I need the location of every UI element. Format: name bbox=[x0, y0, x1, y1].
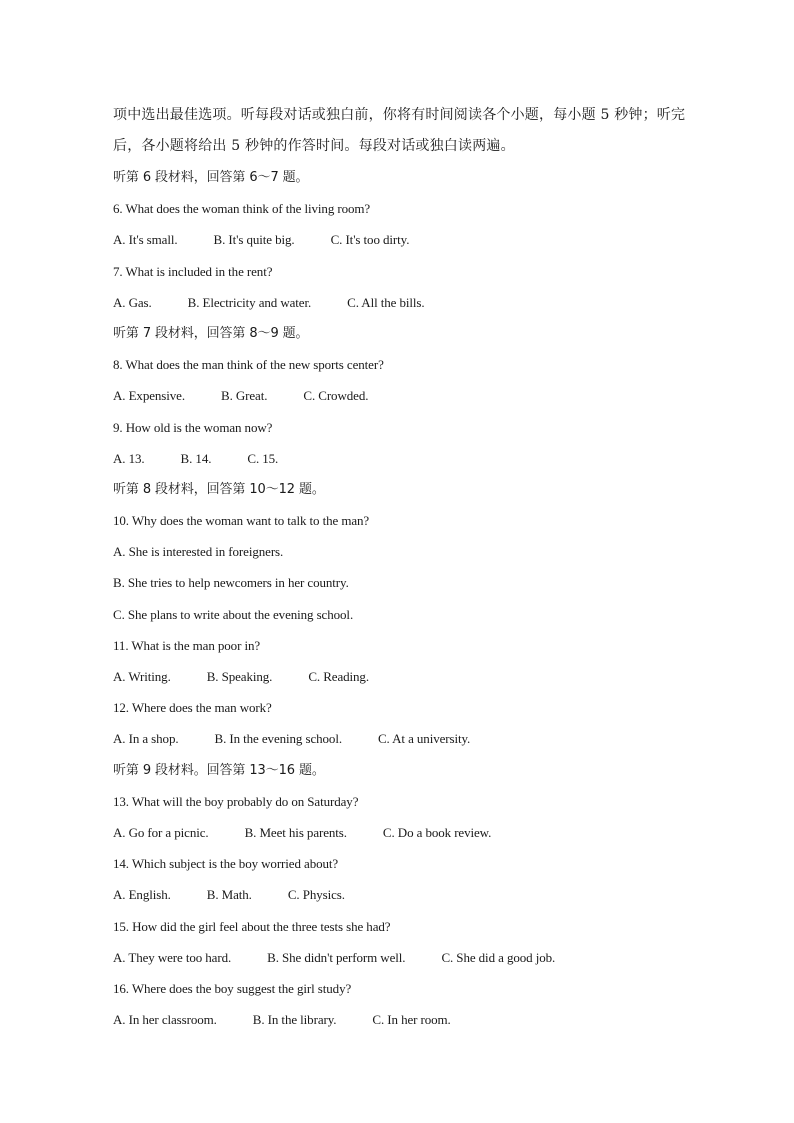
question-block bbox=[113, 505, 688, 630]
question-stem: 15. How did the girl feel about the three tests she had? bbox=[113, 918, 391, 934]
question-stem: 9. How old is the woman now? bbox=[113, 419, 273, 435]
answer-option: A. Writing. bbox=[113, 669, 171, 684]
question-stem: 8. What does the man think of the new sports center? bbox=[113, 357, 384, 373]
answer-option: B. Speaking. bbox=[206, 669, 273, 684]
answer-option: B. In the evening school. bbox=[214, 731, 342, 747]
question-block bbox=[113, 973, 688, 1035]
question-block bbox=[113, 412, 688, 474]
answer-option: B. Electricity and water. bbox=[187, 294, 312, 310]
question-block bbox=[113, 349, 688, 411]
section-heading: 听第 9 段材料。回答第 13～16 题。 bbox=[113, 762, 325, 778]
listening-section bbox=[113, 474, 688, 755]
question-stem: 7. What is included in the rent? bbox=[113, 263, 273, 279]
answer-options-row bbox=[113, 287, 688, 318]
question-block bbox=[113, 193, 688, 255]
listening-section bbox=[113, 755, 688, 1036]
answer-options-row bbox=[113, 817, 688, 848]
answer-option: C. 15. bbox=[247, 450, 279, 466]
answer-option: A. In a shop. bbox=[113, 731, 179, 747]
answer-option: A. It's small. bbox=[113, 232, 178, 248]
section-heading: 听第 6 段材料，回答第 6～7 题。 bbox=[113, 170, 309, 185]
listening-sections bbox=[113, 162, 688, 1035]
answer-option: B. In the library. bbox=[252, 1012, 337, 1028]
question-stem: 10. Why does the woman want to talk to the man? bbox=[113, 513, 370, 529]
answer-options-row bbox=[113, 224, 688, 255]
question-stem: 12. Where does the man work? bbox=[113, 700, 272, 716]
question-stem: 14. Which subject is the boy worried about? bbox=[113, 856, 339, 872]
answer-option: A. In her classroom. bbox=[113, 1012, 217, 1028]
answer-option: C. Reading. bbox=[308, 669, 369, 684]
answer-option: A. Gas. bbox=[113, 294, 152, 310]
page-content bbox=[113, 100, 688, 1035]
answer-option: C. At a university. bbox=[377, 731, 471, 747]
question-block bbox=[113, 256, 688, 318]
answer-option: B. 14. bbox=[180, 450, 212, 466]
question-stem: 16. Where does the boy suggest the girl study? bbox=[113, 980, 352, 996]
section-heading: 听第 7 段材料，回答第 8～9 题。 bbox=[113, 325, 309, 341]
instructions bbox=[113, 100, 688, 162]
listening-section bbox=[113, 162, 688, 318]
question-block bbox=[113, 848, 688, 910]
answer-option: A. Expensive. bbox=[113, 388, 185, 404]
answer-option: B. Meet his parents. bbox=[244, 824, 347, 840]
answer-options-row bbox=[113, 879, 688, 910]
answer-option: B. She tries to help newcomers in her country. bbox=[113, 575, 349, 591]
answer-option: A. Go for a picnic. bbox=[113, 824, 209, 840]
question-block bbox=[113, 911, 688, 973]
instructions-line: 项中选出最佳选项。听每段对话或独白前，你将有时间阅读各个小题，每小题 5 秒钟；听完 bbox=[113, 107, 686, 123]
question-block bbox=[113, 630, 688, 692]
question-block bbox=[113, 692, 688, 754]
answer-option: A. She is interested in foreigners. bbox=[113, 544, 284, 560]
answer-option: C. In her room. bbox=[372, 1012, 451, 1028]
answer-option: A. English. bbox=[113, 887, 171, 903]
answer-options-row bbox=[113, 1004, 688, 1035]
question-stem: 13. What will the boy probably do on Saturday? bbox=[113, 793, 359, 809]
question-block bbox=[113, 786, 688, 848]
answer-options-row bbox=[113, 942, 688, 973]
answer-option: C. All the bills. bbox=[347, 294, 425, 310]
answer-option: A. 13. bbox=[113, 450, 145, 466]
answer-option: B. Great. bbox=[221, 388, 268, 404]
section-heading: 听第 8 段材料，回答第 10～12 题。 bbox=[113, 481, 325, 497]
answer-option: C. Crowded. bbox=[303, 388, 369, 404]
answer-options-row bbox=[113, 443, 688, 474]
answer-options-row bbox=[113, 723, 688, 754]
answer-option: C. She plans to write about the evening school. bbox=[113, 606, 354, 622]
answer-option: B. Math. bbox=[206, 887, 252, 903]
answer-option: C. She did a good job. bbox=[441, 949, 556, 965]
answer-option: C. Physics. bbox=[287, 887, 345, 903]
answer-option: C. Do a book review. bbox=[382, 824, 492, 840]
answer-option: B. It's quite big. bbox=[213, 232, 295, 248]
answer-options-row bbox=[113, 661, 688, 692]
instructions-line: 后，各小题将给出 5 秒钟的作答时间。每段对话或独白读两遍。 bbox=[113, 138, 515, 154]
answer-option: A. They were too hard. bbox=[113, 949, 232, 965]
answer-option: C. It's too dirty. bbox=[330, 232, 410, 248]
question-stem: 11. What is the man poor in? bbox=[113, 637, 261, 653]
listening-section bbox=[113, 318, 688, 474]
question-stem: 6. What does the woman think of the living room? bbox=[113, 201, 371, 217]
answer-options-row bbox=[113, 380, 688, 411]
answer-option: B. She didn't perform well. bbox=[267, 949, 406, 965]
